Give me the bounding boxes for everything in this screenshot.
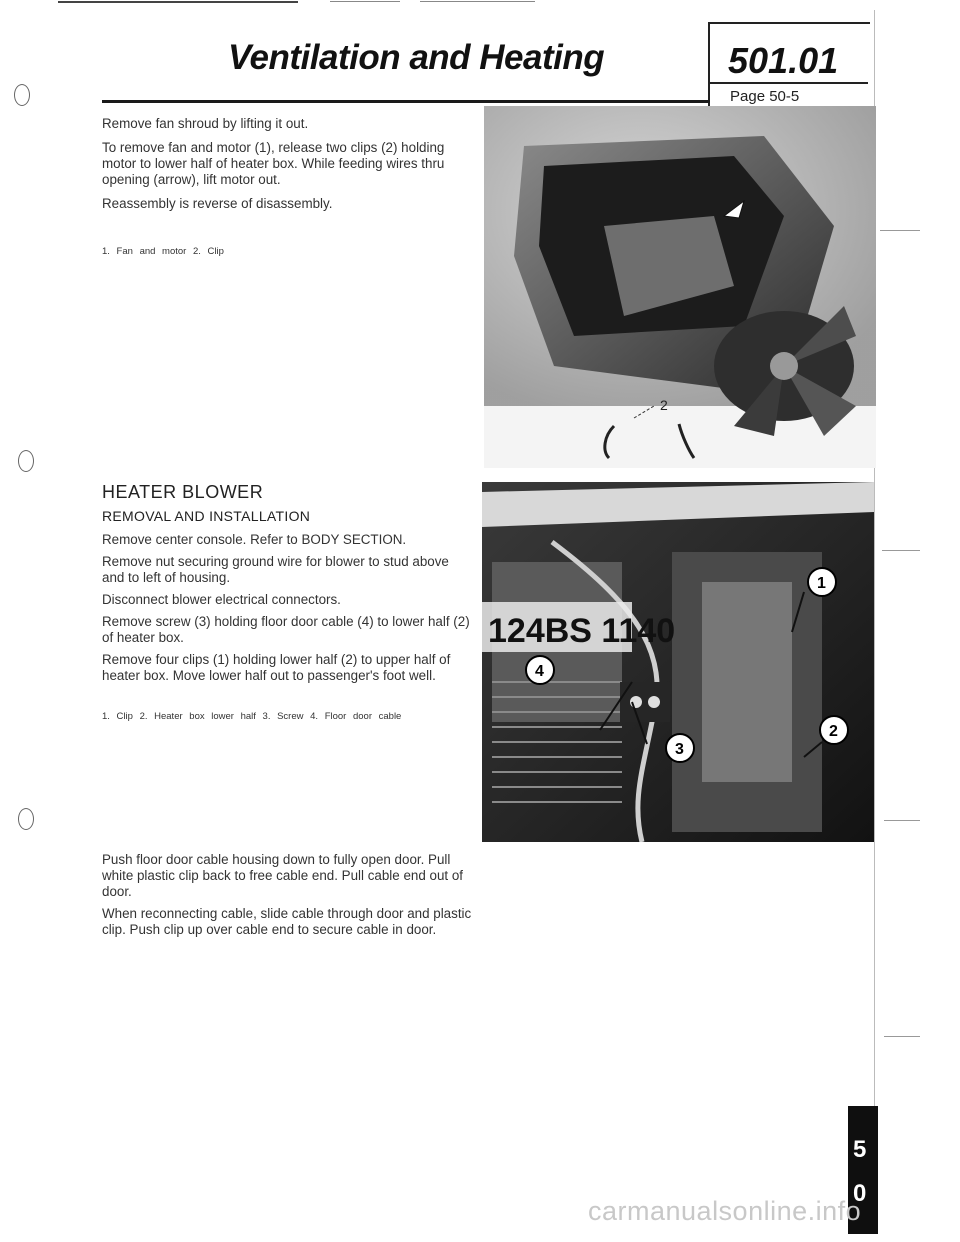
callout-2: 2 bbox=[829, 723, 838, 740]
step-paragraph: Disconnect blower electrical connectors. bbox=[102, 592, 341, 607]
fan-paragraph: Reassembly is reverse of disassembly. bbox=[102, 196, 333, 211]
binder-hole bbox=[18, 808, 34, 830]
photo-stamped-text: 124BS 1140 bbox=[488, 612, 676, 650]
top-rule bbox=[420, 1, 535, 2]
step-paragraph: Remove four clips (1) holding lower half (2) to upper half of heater box. Move lower half out to passenger's foot well. bbox=[102, 652, 451, 683]
page-title: Ventilation and Heating bbox=[228, 38, 605, 77]
section-number: 501.01 bbox=[728, 40, 839, 81]
section-heading: HEATER BLOWER bbox=[102, 482, 264, 502]
section-subheading: REMOVAL AND INSTALLATION bbox=[102, 508, 311, 524]
cable-paragraph: Push floor door cable housing down to fully open door. Pull white plastic clip back to free cable end. Pull cable end out of door. bbox=[102, 852, 464, 899]
scan-mark bbox=[884, 820, 920, 821]
step-paragraph: Remove nut securing ground wire for blower to stud above and to left of housing. bbox=[102, 554, 449, 585]
callout-1: 1 bbox=[817, 575, 826, 592]
scan-mark bbox=[880, 230, 920, 231]
fan-paragraph: Remove fan shroud by lifting it out. bbox=[102, 116, 309, 131]
section-tab-digit: 5 bbox=[853, 1136, 867, 1163]
scan-mark bbox=[882, 550, 920, 551]
step-paragraph: Remove screw (3) holding floor door cable (4) to lower half (2) of heater box. bbox=[102, 614, 470, 645]
fan-paragraph: To remove fan and motor (1), release two clips (2) holding motor to lower half of heater box. While feeding wires thru opening (arrow), lift motor out. bbox=[102, 140, 445, 187]
binder-hole bbox=[14, 84, 30, 106]
fan-caption: 1. Fan and motor 2. Clip bbox=[102, 246, 224, 257]
photo-label-2: 2 bbox=[660, 397, 668, 413]
heater-box-photo bbox=[482, 482, 874, 842]
fan-motor-photo bbox=[484, 106, 876, 468]
scan-mark bbox=[884, 1036, 920, 1037]
section-tab-digit: 0 bbox=[853, 1180, 867, 1207]
heater-caption: 1. Clip 2. Heater box lower half 3. Screw 4. Floor door cable bbox=[102, 711, 402, 722]
binder-hole bbox=[18, 450, 34, 472]
page-number: Page 50-5 bbox=[730, 88, 800, 105]
header-rule bbox=[102, 100, 710, 103]
top-rule bbox=[330, 1, 400, 2]
watermark: carmanualsonline.info bbox=[588, 1196, 862, 1226]
step-paragraph: Remove center console. Refer to BODY SECTION. bbox=[102, 532, 407, 547]
callout-4: 4 bbox=[535, 663, 544, 680]
section-box-divider bbox=[708, 82, 868, 84]
top-rule bbox=[58, 1, 298, 3]
callout-3: 3 bbox=[675, 741, 684, 758]
cable-paragraph: When reconnecting cable, slide cable through door and plastic clip. Push clip up over cable end to secure cable in door. bbox=[102, 906, 472, 937]
